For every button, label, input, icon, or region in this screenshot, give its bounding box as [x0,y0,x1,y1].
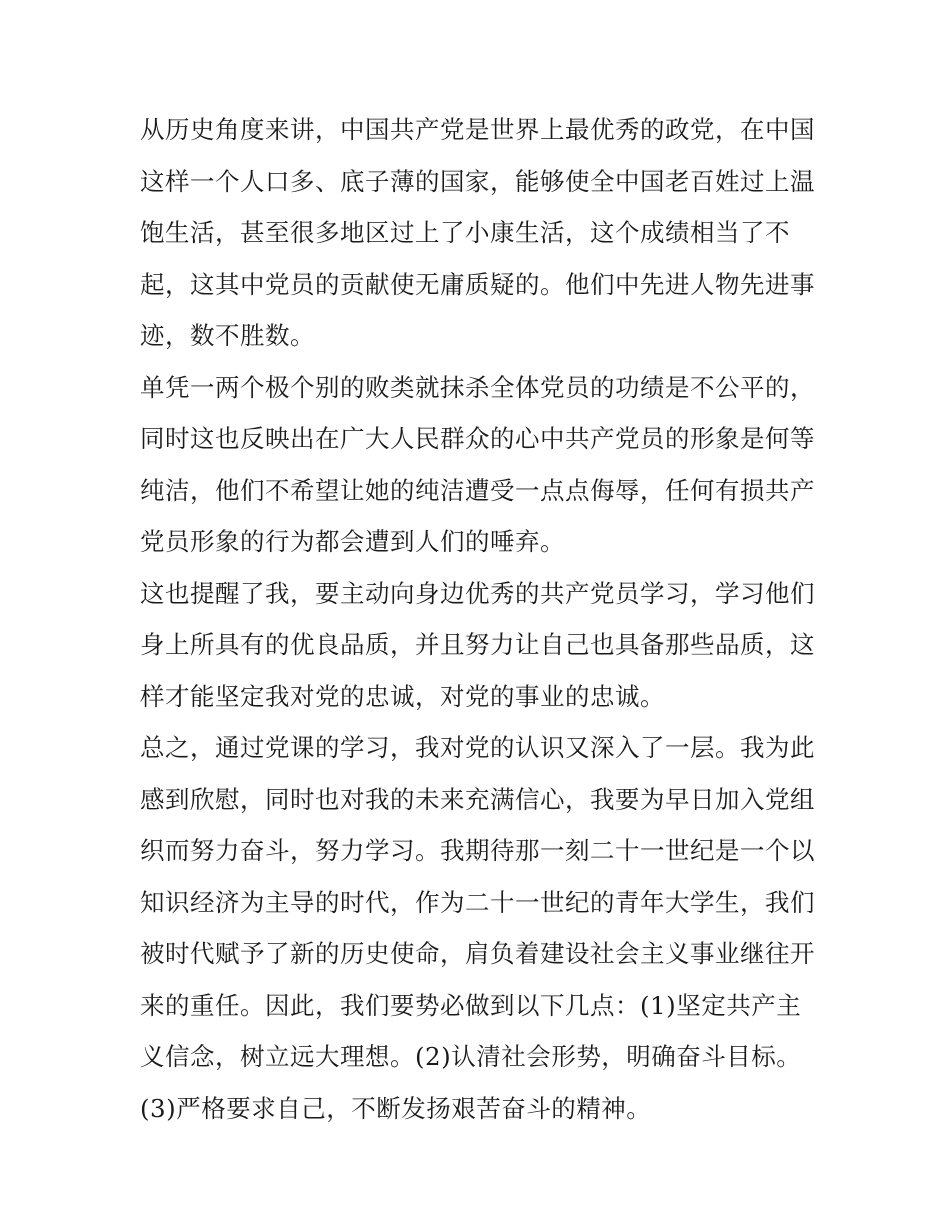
paragraph-reminder [140,568,820,723]
text-line: 义信念，树立远大理想。(2)认清社会形势，明确奋斗目标。 [140,1042,802,1071]
text-line: 来的重任。因此，我们要势必做到以下几点：(1)坚定共产主 [140,990,802,1020]
paragraph-conclusion [140,722,820,1134]
text-line: 从历史角度来讲，中国共产党是世界上最优秀的政党，在中国 [140,115,815,144]
text-line: 起，这其中党员的贡献使无庸质疑的。他们中先进人物先进事 [140,269,815,299]
document-body [140,104,820,1134]
text-line: 单凭一两个极个别的败类就抹杀全体党员的功绩是不公平的， [140,372,815,402]
text-line: 样才能坚定我对党的忠诚，对党的事业的忠诚。 [140,681,665,711]
text-line: 这也提醒了我，要主动向身边优秀的共产党员学习，学习他们 [140,578,815,608]
text-line: 织而努力奋斗，努力学习。我期待那一刻二十一世纪是一个以 [140,836,815,865]
text-line: 党员形象的行为都会遭到人们的唾弃。 [140,527,565,556]
text-line: (3)严格要求自己，不断发扬艰苦奋斗的精神。 [140,1093,652,1123]
text-line: 感到欣慰，同时也对我的未来充满信心，我要为早日加入党组 [140,784,815,814]
text-line: 总之，通过党课的学习，我对党的认识又深入了一层。我为此 [140,733,815,762]
text-line: 同时这也反映出在广大人民群众的心中共产党员的形象是何等 [140,424,815,453]
text-line: 知识经济为主导的时代，作为二十一世纪的青年大学生，我们 [140,887,815,917]
paragraph-fairness [140,362,820,568]
text-line: 被时代赋予了新的历史使命，肩负着建设社会主义事业继往开 [140,939,815,968]
text-line: 身上所具有的优良品质，并且努力让自己也具备那些品质，这 [140,630,815,659]
text-line: 饱生活，甚至很多地区过上了小康生活，这个成绩相当了不 [140,218,790,247]
paragraph-history [140,104,820,362]
text-line: 纯洁，他们不希望让她的纯洁遭受一点点侮辱，任何有损共产 [140,475,815,505]
text-line: 迹，数不胜数。 [140,321,315,350]
text-line: 这样一个人口多、底子薄的国家，能够使全中国老百姓过上温 [140,166,815,196]
